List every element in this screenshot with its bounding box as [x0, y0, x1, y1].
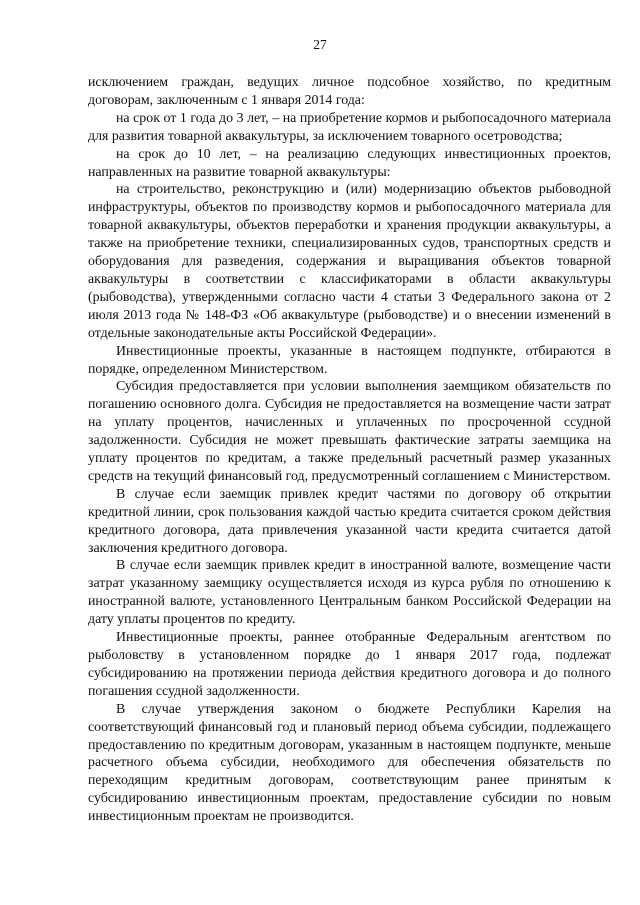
page-number: 27: [313, 37, 327, 52]
paragraph-term-10-years: на срок до 10 лет, – на реализацию следующих инвестиционных проектов, направленных на развитие товарной аквакультуры:: [88, 146, 611, 180]
paragraph-continuation: исключением граждан, ведущих личное подсобное хозяйство, по кредитным договорам, заключенным с 1 января 2014 года:: [88, 75, 611, 108]
paragraph-construction-projects: на строительство, реконструкцию и (или) модернизацию объектов рыбоводной инфраструктуры, объектов по производству кормов и рыбопосадочного материала для товарной аквакультуры, объектов переработки и хранения продукции аквакультуры, а также на приобретение техники, специализированных судов, транспортных средств и оборудования для разведения, содержания и выращивания объектов товарной аквакультуры в соответствии с классификаторами в области аквакультуры (рыбоводства), утвержденными согласно части 4 статьи 3 Федерального закона от 2 июля 2013 года № 148-ФЗ «Об аквакультуре (рыбоводстве) и о внесении изменений в отдельные законодательные акты Российской Федерации».: [88, 182, 611, 341]
paragraph-subsidy-conditions: Субсидия предоставляется при условии выполнения заемщиком обязательств по погашению основного долга. Субсидия не предоставляется на возмещение части затрат на уплату процентов, начисленных и уплаченных по просроченной ссудной задолженности. Субсидия не может превышать фактические затраты заемщика на уплату процентов по кредитам, а также предельный расчетный размер указанных средств на текущий финансовый год, предусмотренный соглашением с Министерством.: [88, 379, 611, 484]
paragraph-foreign-currency: В случае если заемщик привлек кредит в иностранной валюте, возмещение части затрат указанному заемщику осуществляется исходя из курса рубля по отношению к иностранной валюте, установленного Центральным банком Российской Федерации на дату уплаты процентов по кредиту.: [88, 558, 611, 628]
paragraph-term-1-3-years: на срок от 1 года до 3 лет, – на приобретение кормов и рыбопосадочного материала для развития товарной аквакультуры, за исключением товарного осетроводства;: [88, 110, 611, 144]
paragraph-previous-projects: Инвестиционные проекты, раннее отобранные Федеральным агентством по рыболовству в установленном порядке до 1 января 2017 года, подлежат субсидированию на протяжении периода действия кредитного договора и до полного погашения ссудной задолженности.: [88, 630, 611, 699]
paragraph-credit-line: В случае если заемщик привлек кредит частями по договору об открытии кредитной линии, срок пользования каждой частью кредита считается сроком действия кредитного договора, дата привлечения указанной части кредита считается датой заключения кредитного договора.: [88, 486, 611, 556]
body-text: [88, 74, 611, 826]
paragraph-budget-limit: В случае утверждения законом о бюджете Республики Карелия на соответствующий финансовый год и плановый период объема субсидии, подлежащего предоставлению по кредитным договорам, указанным в настоящем подпункте, меньше расчетного объема субсидии, необходимого для обеспечения обязательств по переходящим кредитным договорам, соответствующим ранее принятым к субсидированию инвестиционным проектам, предоставление субсидии по новым инвестиционным проектам не производится.: [88, 701, 611, 825]
paragraph-project-selection: Инвестиционные проекты, указанные в настоящем подпункте, отбираются в порядке, определенном Министерством.: [88, 343, 611, 377]
